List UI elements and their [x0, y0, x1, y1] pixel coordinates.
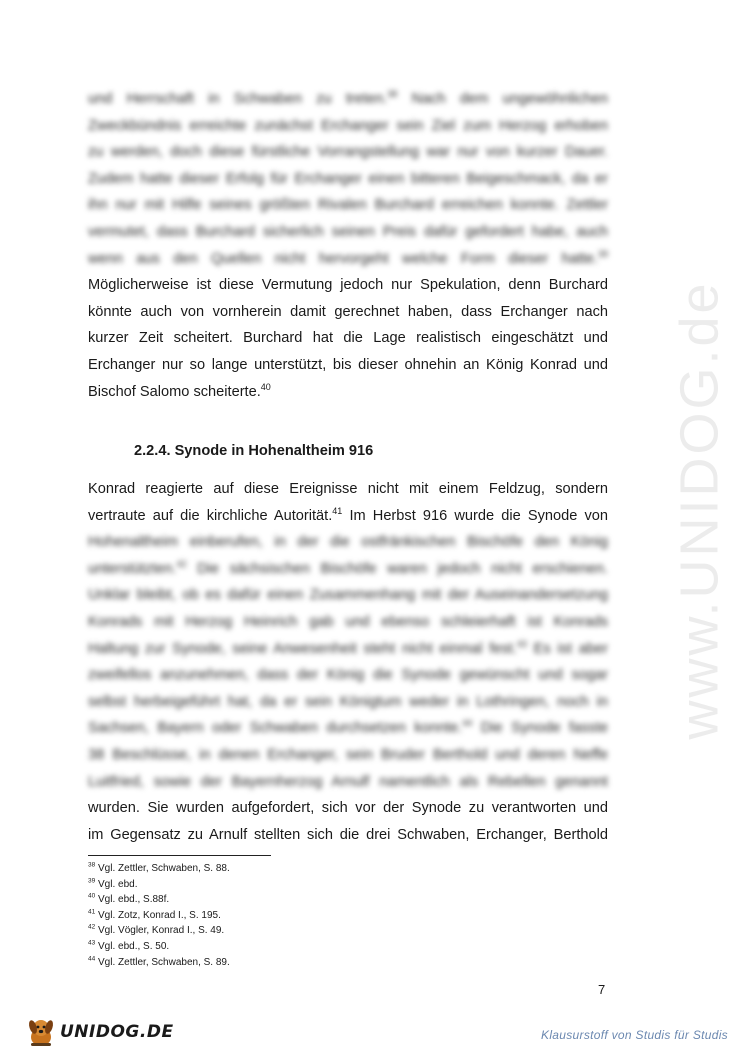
section-heading: 2.2.4. Synode in Hohenaltheim 916: [134, 443, 374, 459]
text-line: [88, 379, 608, 406]
text-span: vertraute auf die kirchliche Autorität.: [88, 507, 333, 524]
blurred-line: Konrads mit Herzog Heinrich gab und ebenso schleierhaft ist Konrads: [88, 613, 608, 630]
watermark-text: www.UNIDOG.de: [670, 280, 730, 740]
blurred-line: zweifellos anzunehmen, dass der König die Synode gewünscht und sogar: [88, 667, 608, 684]
footnote-ref: 42: [176, 558, 187, 569]
blurred-line: 38 Beschlüsse, in denen Erchanger, sein Bruder Berthold und deren Neffe: [88, 746, 608, 763]
text-line: wurden. Sie wurden aufgefordert, sich vor der Synode zu verantworten und: [88, 800, 608, 817]
blurred-line: Zudem hatte dieser Erfolg für Erchanger einen bitteren Beigeschmack, da er: [88, 170, 608, 187]
logo-text: UNIDOG.DE: [60, 1022, 174, 1042]
footnote: [88, 861, 230, 877]
text-line: Konrad reagierte auf diese Ereignisse nicht mit einem Feldzug, sondern: [88, 481, 608, 497]
footnote-number: 40: [88, 892, 96, 900]
page-number: 7: [598, 982, 606, 997]
text-line: kurzer Zeit scheitert. Burchard hat die Lage realistisch eingeschätzt und: [88, 330, 608, 347]
footnote-ref: 38: [387, 89, 398, 100]
blurred-text: Sachsen, Bayern oder Schwaben durchsetzen konnte.: [88, 720, 463, 737]
footnote: [88, 892, 230, 908]
footnote-text: Vgl. ebd., S.88f.: [98, 894, 170, 906]
text-line: Erchanger nur so lange unterstützt, bis dieser ohnehin an König Konrad und: [88, 356, 608, 373]
watermark: [640, 280, 750, 740]
paragraph-2: [88, 476, 608, 848]
blurred-line: vermutet, dass Burchard sicherlich seinen Preis dafür gefordert habe, auch: [88, 223, 608, 240]
footnote-rule: [88, 855, 271, 856]
blurred-line: [88, 246, 608, 273]
dog-icon: [24, 1015, 58, 1049]
footnote-text: Vgl. Zettler, Schwaben, S. 88.: [98, 863, 230, 874]
footnote-ref: 43: [516, 638, 527, 649]
blurred-text: Die sächsischen Bischöfe waren jedoch nicht erschienen.: [186, 560, 608, 577]
blurred-text: Nach dem ungewöhnlichen: [411, 91, 608, 107]
text-span: Im Herbst 916 wurde die Synode von: [342, 507, 608, 524]
footnote-ref: 39: [597, 248, 608, 259]
footnote: [88, 955, 230, 971]
blurred-text: unterstützten.: [88, 560, 177, 577]
blurred-line: Hohenaltheim einberufen, in der die ostfränkischen Bischöfe den König: [88, 534, 608, 551]
blurred-line: [88, 636, 608, 663]
footnote-number: 39: [88, 877, 96, 885]
text-line: [88, 503, 608, 530]
footnote-number: 44: [88, 955, 96, 963]
blurred-text: Es ist aber: [526, 640, 608, 657]
footnote: [88, 939, 230, 955]
footnote-ref: 40: [260, 381, 271, 392]
blurred-line: zu werden, doch diese fürstliche Vorrangstellung war nur von kurzer Dauer.: [88, 144, 608, 161]
footnote-text: Vgl. Zotz, Konrad I., S. 195.: [98, 909, 221, 921]
text-line: im Gegensatz zu Arnulf stellten sich die drei Schwaben, Erchanger, Berthold: [88, 826, 608, 843]
footnotes: [88, 861, 230, 970]
footnote-number: 42: [88, 924, 96, 932]
footnote-ref: 41: [332, 505, 343, 516]
footnote-number: 38: [88, 861, 96, 869]
blurred-text: Die Synode fasste: [472, 720, 608, 737]
paragraph-1: [88, 86, 608, 405]
blurred-line: selbst herbeigeführt hat, da er sein Königtum weder in Lothringen, noch in: [88, 693, 608, 710]
text-span: Bischof Salomo scheiterte.: [88, 383, 261, 400]
footnote: [88, 908, 230, 924]
footnote-ref: 44: [462, 718, 473, 729]
unidog-logo: [24, 1012, 174, 1052]
blurred-line: [88, 556, 608, 583]
footnote-number: 43: [88, 939, 96, 947]
footnote-number: 41: [88, 908, 96, 916]
blurred-line: [88, 86, 608, 113]
text-line: könnte auch von vornherein damit gerechnet haben, dass Erchanger nach: [88, 303, 608, 320]
blurred-line: Unklar bleibt, ob es dafür einen Zusammenhang mit der Auseinandersetzung: [88, 587, 608, 604]
footnote-text: Vgl. ebd., S. 50.: [98, 940, 170, 952]
footnote: [88, 877, 230, 893]
footnote-text: Vgl. ebd.: [98, 878, 138, 890]
blurred-line: Zweckbündnis erreichte zunächst Erchanger sein Ziel zum Herzog erhoben: [88, 117, 608, 134]
footnote-text: Vgl. Zettler, Schwaben, S. 89.: [98, 956, 230, 968]
text-line: Möglicherweise ist diese Vermutung jedoch nur Spekulation, denn Burchard: [88, 277, 608, 294]
blurred-line: Luitfried, sowie der Bayernherzog Arnulf namentlich als Rebellen genannt: [88, 773, 608, 790]
footnote-text: Vgl. Vögler, Konrad I., S. 49.: [98, 925, 225, 937]
footer-slogan: Klausurstoff von Studis für Studis: [541, 1028, 728, 1042]
blurred-text: wenn aus den Quellen nicht hervorgeht welche Form dieser hatte.: [88, 250, 598, 267]
blurred-text: und Herrschaft in Schwaben zu treten.: [88, 91, 388, 107]
blurred-line: [88, 715, 608, 742]
footnote: [88, 923, 230, 939]
blurred-line: ihn nur mit Hilfe seines größten Rivalen Burchard erreichen konnte. Zettler: [88, 197, 608, 214]
blurred-text: Haltung zur Synode, seine Anwesenheit steht nicht einmal fest.: [88, 640, 517, 657]
